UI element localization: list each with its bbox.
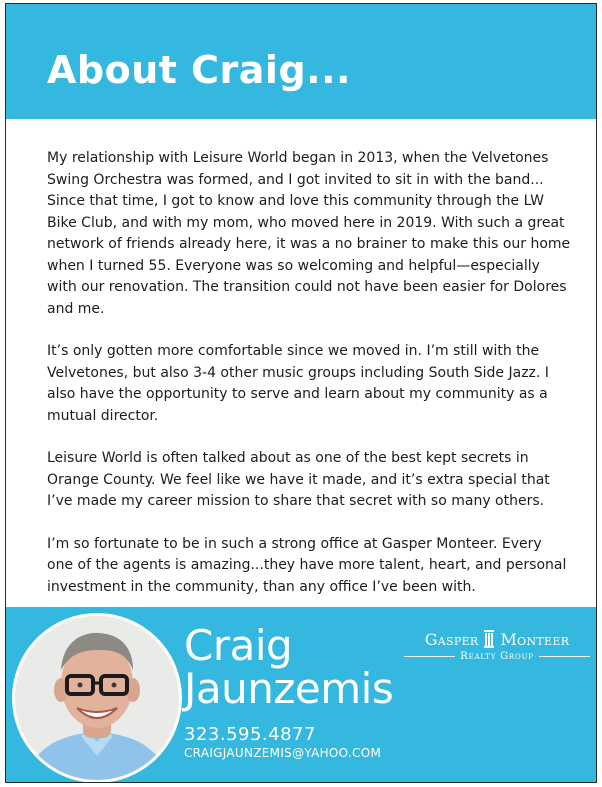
agent-portrait-illustration: [15, 616, 179, 780]
brand-word-right: Monteer: [500, 629, 570, 649]
brand-rule-left: [404, 656, 455, 657]
agent-last-name: Jaunzemis: [184, 664, 394, 713]
brand-word-left: Gasper: [424, 629, 479, 649]
agent-email: CRAIGJAUNZEMIS@YAHOO.COM: [184, 746, 382, 760]
brand-subtitle: Realty Group: [460, 651, 534, 662]
bio-paragraph-2: It’s only gotten more comfortable since we moved in. I’m still with the Velvetones, but also 3-4 other music groups including South Side Jazz. I also have the opportunity to serve and learn about my community as a mutual director.: [47, 343, 549, 424]
contact-footer: [6, 607, 596, 783]
page-title: About Craig...: [47, 48, 351, 92]
brand-rule-right: [539, 656, 590, 657]
bio-paragraph-3: Leisure World is often talked about as one of the best kept secrets in Orange County. We feel like we have it made, and it’s extra special that I’ve made my career mission to share that secret with so many others.: [47, 450, 550, 509]
bio-section: [47, 148, 572, 619]
agent-first-name: Craig: [184, 621, 293, 670]
agent-phone: 323.595.4877: [184, 724, 316, 745]
column-logo-icon: [483, 629, 495, 649]
flyer-page: [5, 3, 597, 783]
bio-paragraph-1: My relationship with Leisure World began in 2013, when the Velvetones Swing Orchestra was formed, and I got invited to sit in with the band... Since that time, I got to know and love this community through the LW Bike Club, and with my mom, who moved here in 2019. With such a great network of friends already here, it was a no brainer to make this our home when I turned 55. Everyone was so welcoming and helpful—especially with our renovation. The transition could not have been easier for Dolores and me.: [47, 150, 571, 317]
agent-photo: [12, 613, 182, 783]
bio-paragraph-4: I’m so fortunate to be in such a strong office at Gasper Monteer. Every one of the agents is amazing...they have more talent, heart, and personal investment in the community, than any office I’ve been with.: [47, 535, 567, 595]
header-banner: [6, 4, 596, 119]
brokerage-logo: [404, 629, 590, 662]
